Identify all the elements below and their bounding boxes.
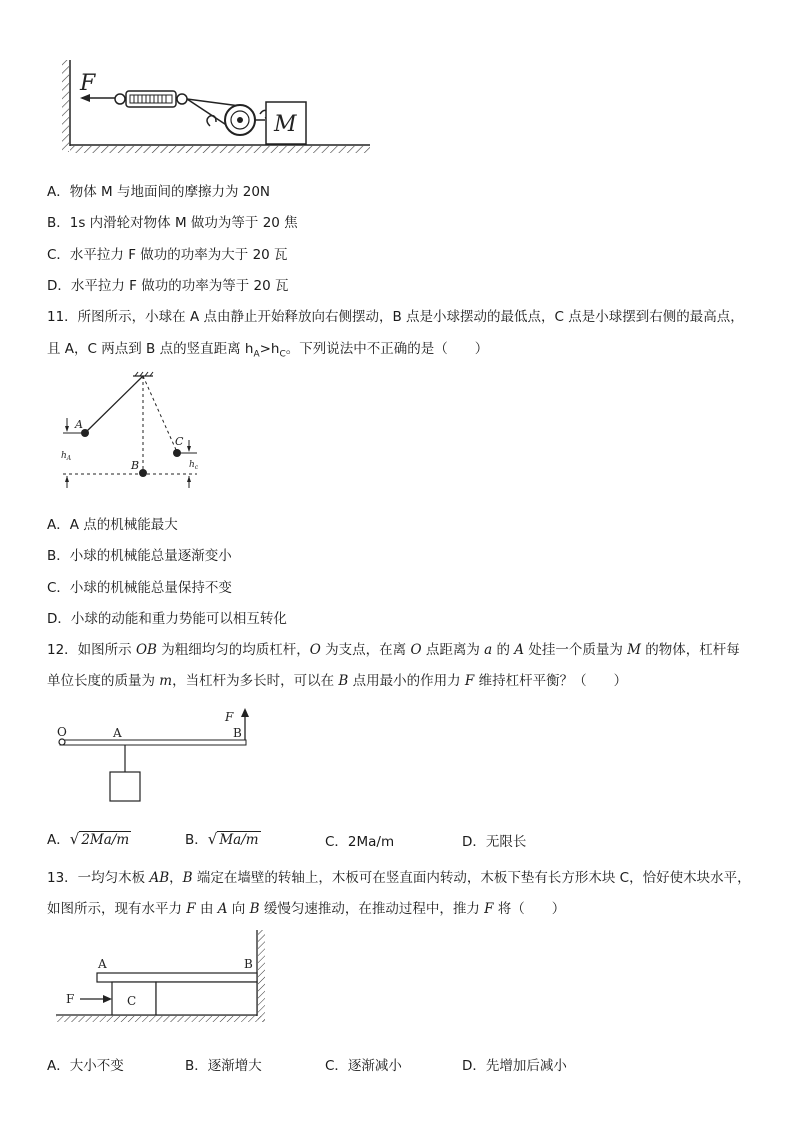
q11-option-b: B．小球的机械能总量逐渐变小: [47, 548, 232, 564]
label-o: O: [57, 725, 67, 739]
q12-option-d: D．无限长: [462, 834, 527, 850]
label-f: F: [66, 992, 75, 1006]
q10-option-c: C．水平拉力 F 做功的功率为大于 20 瓦: [47, 247, 288, 263]
label-a: A: [98, 957, 107, 971]
label-c: C: [127, 994, 137, 1008]
label-hc: h: [189, 460, 195, 470]
q12-stem-line2: 单位长度的质量为 m，当杠杆为多长时，可以在 B 点用最小的作用力 F 维持杠杆平衡？（ ）: [47, 673, 628, 689]
label-b: B: [131, 459, 140, 472]
lever-bar: [60, 740, 246, 745]
q13-option-c: C．逐渐减小: [325, 1058, 402, 1074]
q11-option-d: D．小球的动能和重力势能可以相互转化: [47, 611, 287, 627]
pivot-o: [59, 739, 65, 745]
force-arrow-up: [241, 708, 249, 717]
q11-option-a: A．A 点的机械能最大: [47, 517, 178, 533]
figure-q12-lever: [52, 706, 267, 806]
q11-option-c: C．小球的机械能总量保持不变: [47, 580, 232, 596]
wall-hatch: [258, 930, 265, 1022]
q12-option-b: B．√ Ma/m: [185, 830, 259, 848]
hanging-box: [110, 772, 140, 801]
wall-hatch: [62, 60, 69, 152]
q10-option-a: A．物体 M 与地面间的摩擦力为 20N: [47, 184, 271, 200]
floor-hatch: [56, 1016, 265, 1022]
ball-b: [139, 469, 147, 477]
q13-option-a: A．大小不变: [47, 1058, 124, 1074]
q12-option-c: C．2Ma/m: [325, 834, 395, 850]
force-label: F: [80, 71, 96, 96]
label-b: B: [244, 957, 253, 971]
label-a: A: [113, 726, 122, 740]
q10-option-b: B．1s 内滑轮对物体 M 做功为等于 20 焦: [47, 215, 298, 231]
mass-label: M: [274, 112, 297, 137]
q13-option-b: B．逐渐增大: [185, 1058, 262, 1074]
floor-hatch: [70, 146, 370, 153]
svg-text:hA: $h_A$: [61, 451, 72, 462]
svg-text:hc: $h_c$: [189, 460, 199, 471]
figure-q13-board: [52, 928, 272, 1028]
q13-stem-line2: 如图所示，现有水平力 F 由 A 向 B 缓慢匀速推动，在推动过程中，推力 F 将（ ）: [47, 901, 566, 917]
label-f: F: [225, 710, 234, 724]
q13-stem-line1: 13．一均匀木板 AB，B 端定在墙壁的转轴上，木板可在竖直面内转动，木板下垫有长方形木块 C，恰好使木块水平，: [47, 870, 751, 886]
label-b: B: [233, 726, 242, 740]
q12-stem-line1: 12．如图所示 OB 为粗细均匀的均质杠杆，O 为支点，在离 O 点距离为 a 的 A 处挂一个质量为 M 的物体，杠杆每: [47, 642, 740, 658]
label-c: C: [175, 435, 184, 448]
figure-q10-pulley: [60, 58, 380, 158]
q11-stem-line1: 11．所图所示，小球在 A 点由静止开始释放向右侧摆动，B 点是小球摆动的最低点，C 点是小球摆到右侧的最高点，: [47, 309, 744, 325]
label-ha: h: [61, 451, 67, 461]
q13-option-d: D．先增加后减小: [462, 1058, 567, 1074]
force-arrow: [103, 995, 112, 1003]
q11-stem-line2: 且 A，C 两点到 B 点的竖直距离 $h_A>h_C$。下列说法中不正确的是（ ）: [47, 341, 489, 360]
figure-q11-pendulum: [55, 368, 215, 493]
board-ab: [97, 973, 257, 982]
label-a: A: [75, 418, 83, 431]
q10-option-d: D．水平拉力 F 做功的功率为等于 20 瓦: [47, 278, 289, 294]
q12-option-a: A．√ 2Ma/m: [47, 830, 130, 848]
